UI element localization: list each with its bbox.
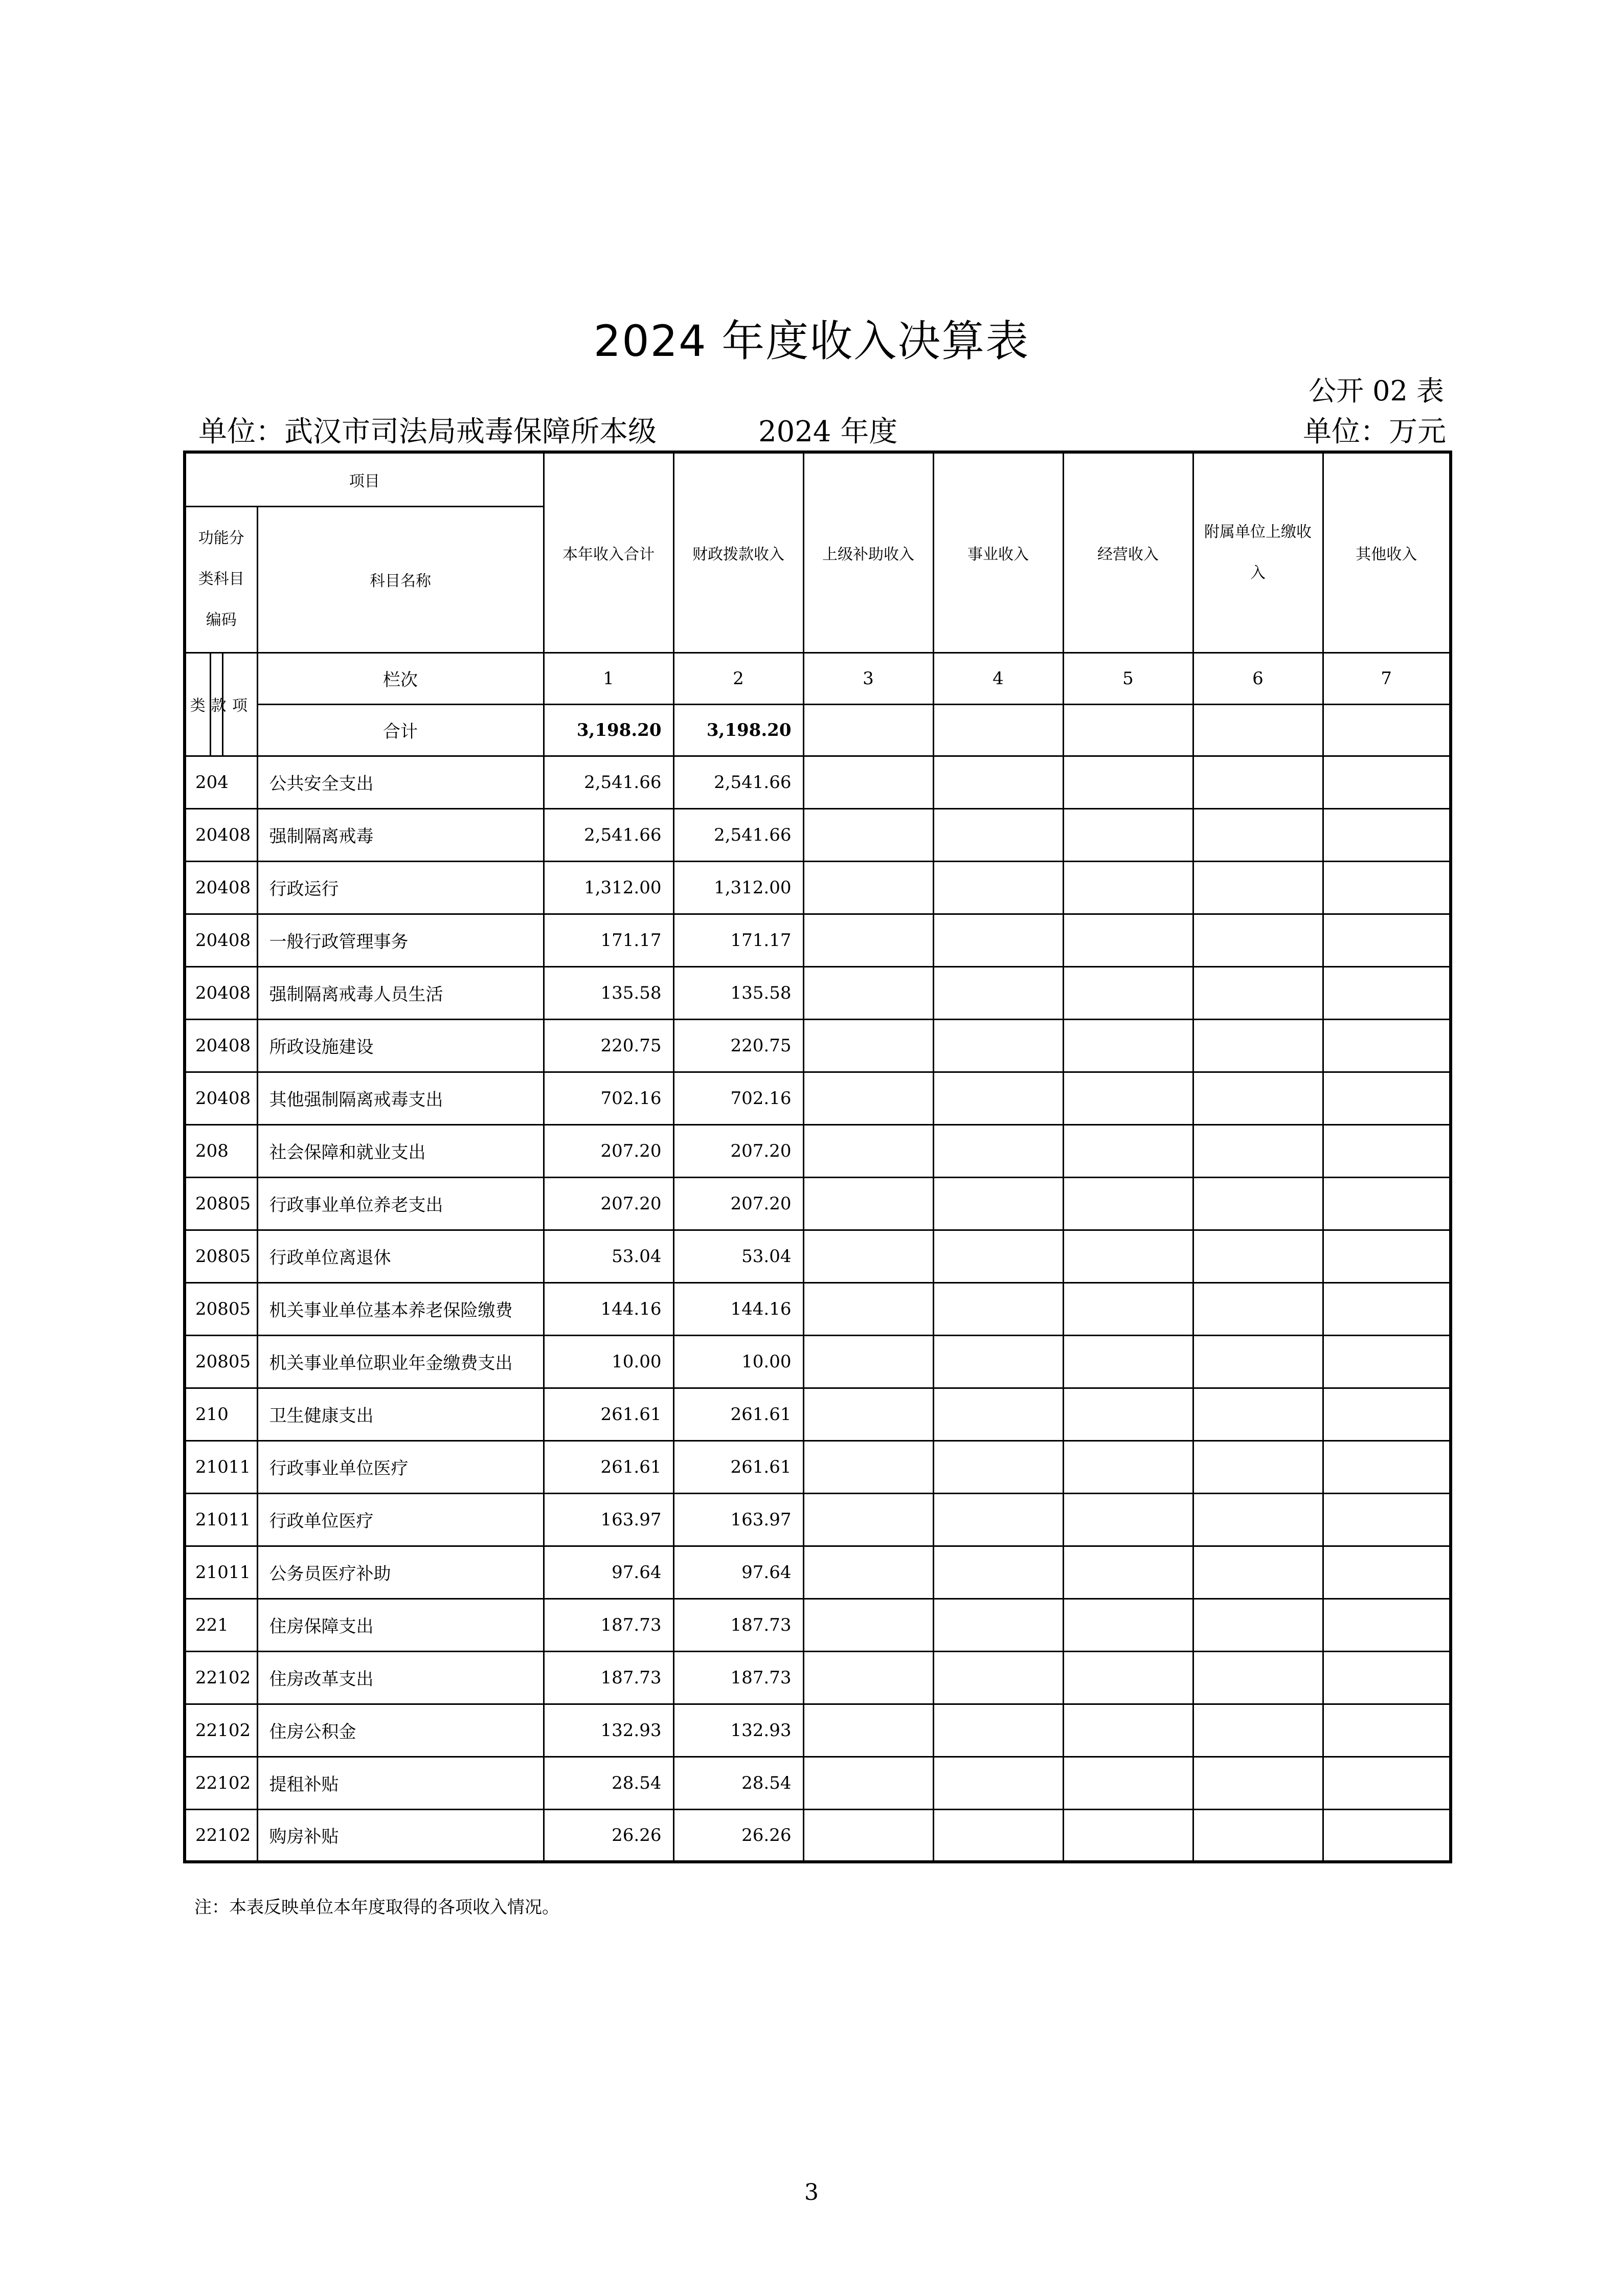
page-title: 2024 年度收入决算表 xyxy=(593,316,1030,366)
col-number-6: 6 xyxy=(1193,652,1323,704)
row-fiscal-appropriation: 702.16 xyxy=(673,1072,803,1124)
row-superior-subsidy xyxy=(803,966,933,1019)
header-col-6-line1: 附属单位上缴收 xyxy=(1204,523,1312,541)
row-code: 21011 xyxy=(185,1546,257,1599)
row-affiliate-income xyxy=(1193,1546,1323,1599)
row-fiscal-appropriation: 53.04 xyxy=(673,1230,803,1282)
table-row xyxy=(185,1177,1451,1230)
row-affiliate-income xyxy=(1193,1072,1323,1124)
header-col-2: 财政拨款收入 xyxy=(673,452,803,652)
row-affiliate-income xyxy=(1193,1282,1323,1335)
row-affiliate-income xyxy=(1193,861,1323,914)
row-fiscal-appropriation: 2,541.66 xyxy=(673,756,803,808)
row-subject-name: 行政单位医疗 xyxy=(257,1493,544,1546)
row-affiliate-income xyxy=(1193,966,1323,1019)
table-row xyxy=(185,1809,1451,1862)
row-superior-subsidy xyxy=(803,1599,933,1651)
row-superior-subsidy xyxy=(803,1757,933,1809)
table-row xyxy=(185,1704,1451,1757)
row-subject-name: 住房公积金 xyxy=(257,1704,544,1757)
row-other-income xyxy=(1323,1599,1451,1651)
row-operating-income xyxy=(1063,1388,1193,1440)
table-row xyxy=(185,1282,1451,1335)
table-row xyxy=(185,861,1451,914)
income-final-accounts-table xyxy=(183,451,1452,1863)
unit-line xyxy=(198,409,1446,448)
row-affiliate-income xyxy=(1193,1599,1323,1651)
header-code-column xyxy=(185,506,257,652)
row-superior-subsidy xyxy=(803,1124,933,1177)
total-col-5 xyxy=(1063,704,1193,756)
row-other-income xyxy=(1323,1019,1451,1072)
row-code: 22102 xyxy=(185,1651,257,1704)
row-code: 210 xyxy=(185,1388,257,1440)
page-number: 3 xyxy=(804,2179,819,2205)
row-code: 22102 xyxy=(185,1757,257,1809)
row-other-income xyxy=(1323,808,1451,861)
row-fiscal-appropriation: 261.61 xyxy=(673,1440,803,1493)
code-label-line3: 编码 xyxy=(206,611,237,629)
row-superior-subsidy xyxy=(803,1546,933,1599)
row-other-income xyxy=(1323,861,1451,914)
row-operating-income xyxy=(1063,1440,1193,1493)
code-label-line1: 功能分 xyxy=(198,529,244,547)
row-business-income xyxy=(933,1124,1063,1177)
total-col-1: 3,198.20 xyxy=(544,704,673,756)
col-number-2: 2 xyxy=(673,652,803,704)
table-row xyxy=(185,914,1451,966)
row-code: 204 xyxy=(185,756,257,808)
row-operating-income xyxy=(1063,1335,1193,1388)
row-superior-subsidy xyxy=(803,1388,933,1440)
row-other-income xyxy=(1323,1072,1451,1124)
total-col-4 xyxy=(933,704,1063,756)
row-subject-name: 住房保障支出 xyxy=(257,1599,544,1651)
row-total-income: 144.16 xyxy=(544,1282,673,1335)
row-affiliate-income xyxy=(1193,1019,1323,1072)
row-other-income xyxy=(1323,1546,1451,1599)
row-code: 22102 xyxy=(185,1704,257,1757)
row-business-income xyxy=(933,1335,1063,1388)
row-other-income xyxy=(1323,1388,1451,1440)
table-row xyxy=(185,1440,1451,1493)
row-other-income xyxy=(1323,1757,1451,1809)
row-other-income xyxy=(1323,1493,1451,1546)
row-subject-name: 所政设施建设 xyxy=(257,1019,544,1072)
total-col-2: 3,198.20 xyxy=(673,704,803,756)
row-fiscal-appropriation: 135.58 xyxy=(673,966,803,1019)
row-code: 20805 xyxy=(185,1335,257,1388)
row-fiscal-appropriation: 26.26 xyxy=(673,1809,803,1862)
row-operating-income xyxy=(1063,1704,1193,1757)
row-subject-name: 公共安全支出 xyxy=(257,756,544,808)
row-total-income: 261.61 xyxy=(544,1388,673,1440)
row-total-income: 2,541.66 xyxy=(544,808,673,861)
row-subject-name: 机关事业单位基本养老保险缴费 xyxy=(257,1282,544,1335)
row-superior-subsidy xyxy=(803,1177,933,1230)
row-other-income xyxy=(1323,1124,1451,1177)
table-row xyxy=(185,756,1451,808)
row-affiliate-income xyxy=(1193,1704,1323,1757)
header-kuan: 款 xyxy=(210,652,222,756)
row-operating-income xyxy=(1063,914,1193,966)
row-business-income xyxy=(933,1757,1063,1809)
row-operating-income xyxy=(1063,1019,1193,1072)
table-row xyxy=(185,1757,1451,1809)
row-code: 208 xyxy=(185,1124,257,1177)
row-business-income xyxy=(933,966,1063,1019)
row-business-income xyxy=(933,1651,1063,1704)
row-other-income xyxy=(1323,966,1451,1019)
col-number-4: 4 xyxy=(933,652,1063,704)
row-business-income xyxy=(933,1230,1063,1282)
header-subject-name: 科目名称 xyxy=(257,506,544,652)
row-business-income xyxy=(933,1704,1063,1757)
row-other-income xyxy=(1323,914,1451,966)
row-superior-subsidy xyxy=(803,756,933,808)
row-affiliate-income xyxy=(1193,808,1323,861)
row-other-income xyxy=(1323,1809,1451,1862)
row-fiscal-appropriation: 2,541.66 xyxy=(673,808,803,861)
row-code: 20408 xyxy=(185,914,257,966)
row-fiscal-appropriation: 163.97 xyxy=(673,1493,803,1546)
row-other-income xyxy=(1323,1177,1451,1230)
header-col-6 xyxy=(1193,452,1323,652)
row-other-income xyxy=(1323,1230,1451,1282)
row-affiliate-income xyxy=(1193,1493,1323,1546)
row-superior-subsidy xyxy=(803,1230,933,1282)
total-col-3 xyxy=(803,704,933,756)
row-other-income xyxy=(1323,1282,1451,1335)
row-superior-subsidy xyxy=(803,1335,933,1388)
row-subject-name: 强制隔离戒毒 xyxy=(257,808,544,861)
total-label: 合计 xyxy=(257,704,544,756)
table-row xyxy=(185,1651,1451,1704)
unit-name: 单位：武汉市司法局戒毒保障所本级 xyxy=(198,415,657,448)
row-operating-income xyxy=(1063,756,1193,808)
row-business-income xyxy=(933,1388,1063,1440)
row-code: 20408 xyxy=(185,1072,257,1124)
row-subject-name: 行政运行 xyxy=(257,861,544,914)
currency-unit: 单位：万元 xyxy=(1303,415,1446,448)
row-fiscal-appropriation: 261.61 xyxy=(673,1388,803,1440)
row-fiscal-appropriation: 207.20 xyxy=(673,1177,803,1230)
code-label-line2: 类科目 xyxy=(198,570,244,588)
table-row xyxy=(185,1546,1451,1599)
row-operating-income xyxy=(1063,1757,1193,1809)
row-affiliate-income xyxy=(1193,914,1323,966)
row-total-income: 1,312.00 xyxy=(544,861,673,914)
row-superior-subsidy xyxy=(803,1019,933,1072)
row-affiliate-income xyxy=(1193,1177,1323,1230)
row-operating-income xyxy=(1063,1072,1193,1124)
row-total-income: 163.97 xyxy=(544,1493,673,1546)
row-operating-income xyxy=(1063,1282,1193,1335)
row-fiscal-appropriation: 97.64 xyxy=(673,1546,803,1599)
row-business-income xyxy=(933,914,1063,966)
row-other-income xyxy=(1323,1704,1451,1757)
row-business-income xyxy=(933,1493,1063,1546)
row-affiliate-income xyxy=(1193,1124,1323,1177)
row-affiliate-income xyxy=(1193,1230,1323,1282)
row-affiliate-income xyxy=(1193,1757,1323,1809)
col-number-7: 7 xyxy=(1323,652,1451,704)
table-row xyxy=(185,1335,1451,1388)
row-subject-name: 住房改革支出 xyxy=(257,1651,544,1704)
row-code: 20805 xyxy=(185,1177,257,1230)
row-superior-subsidy xyxy=(803,1651,933,1704)
row-total-income: 187.73 xyxy=(544,1599,673,1651)
row-total-income: 207.20 xyxy=(544,1177,673,1230)
row-total-income: 220.75 xyxy=(544,1019,673,1072)
row-total-income: 261.61 xyxy=(544,1440,673,1493)
table-row xyxy=(185,1072,1451,1124)
col-number-5: 5 xyxy=(1063,652,1193,704)
row-code: 21011 xyxy=(185,1493,257,1546)
row-operating-income xyxy=(1063,1177,1193,1230)
row-business-income xyxy=(933,1282,1063,1335)
row-total-income: 132.93 xyxy=(544,1704,673,1757)
row-subject-name: 强制隔离戒毒人员生活 xyxy=(257,966,544,1019)
header-col-3: 上级补助收入 xyxy=(803,452,933,652)
table-row xyxy=(185,1493,1451,1546)
table-body xyxy=(185,756,1451,1862)
row-total-income: 207.20 xyxy=(544,1124,673,1177)
row-fiscal-appropriation: 144.16 xyxy=(673,1282,803,1335)
header-xiang: 项 xyxy=(222,652,257,756)
row-subject-name: 社会保障和就业支出 xyxy=(257,1124,544,1177)
row-operating-income xyxy=(1063,1546,1193,1599)
row-code: 20408 xyxy=(185,1019,257,1072)
row-superior-subsidy xyxy=(803,1440,933,1493)
row-superior-subsidy xyxy=(803,1282,933,1335)
row-affiliate-income xyxy=(1193,1388,1323,1440)
header-col-6-line2: 入 xyxy=(1250,564,1266,582)
row-total-income: 28.54 xyxy=(544,1757,673,1809)
table-row xyxy=(185,1230,1451,1282)
total-col-7 xyxy=(1323,704,1451,756)
row-total-income: 702.16 xyxy=(544,1072,673,1124)
table-row xyxy=(185,966,1451,1019)
row-superior-subsidy xyxy=(803,1704,933,1757)
table-row xyxy=(185,808,1451,861)
row-other-income xyxy=(1323,1440,1451,1493)
row-total-income: 10.00 xyxy=(544,1335,673,1388)
row-code: 20408 xyxy=(185,966,257,1019)
row-operating-income xyxy=(1063,1599,1193,1651)
form-number: 公开 02 表 xyxy=(1308,375,1444,407)
row-business-income xyxy=(933,756,1063,808)
row-operating-income xyxy=(1063,861,1193,914)
table-row xyxy=(185,1124,1451,1177)
row-subject-name: 行政事业单位养老支出 xyxy=(257,1177,544,1230)
row-other-income xyxy=(1323,756,1451,808)
row-operating-income xyxy=(1063,1124,1193,1177)
row-fiscal-appropriation: 132.93 xyxy=(673,1704,803,1757)
row-other-income xyxy=(1323,1651,1451,1704)
row-total-income: 2,541.66 xyxy=(544,756,673,808)
row-total-income: 97.64 xyxy=(544,1546,673,1599)
row-subject-name: 提租补贴 xyxy=(257,1757,544,1809)
row-superior-subsidy xyxy=(803,861,933,914)
row-subject-name: 一般行政管理事务 xyxy=(257,914,544,966)
row-other-income xyxy=(1323,1335,1451,1388)
row-affiliate-income xyxy=(1193,1440,1323,1493)
row-operating-income xyxy=(1063,966,1193,1019)
row-code: 20408 xyxy=(185,808,257,861)
row-subject-name: 公务员医疗补助 xyxy=(257,1546,544,1599)
col-number-1: 1 xyxy=(544,652,673,704)
total-col-6 xyxy=(1193,704,1323,756)
row-superior-subsidy xyxy=(803,1072,933,1124)
row-operating-income xyxy=(1063,1230,1193,1282)
row-total-income: 171.17 xyxy=(544,914,673,966)
row-subject-name: 卫生健康支出 xyxy=(257,1388,544,1440)
header-lanci: 栏次 xyxy=(257,652,544,704)
row-total-income: 53.04 xyxy=(544,1230,673,1282)
row-code: 221 xyxy=(185,1599,257,1651)
header-col-5: 经营收入 xyxy=(1063,452,1193,652)
row-business-income xyxy=(933,1019,1063,1072)
row-subject-name: 购房补贴 xyxy=(257,1809,544,1862)
row-fiscal-appropriation: 207.20 xyxy=(673,1124,803,1177)
row-subject-name: 其他强制隔离戒毒支出 xyxy=(257,1072,544,1124)
row-business-income xyxy=(933,861,1063,914)
col-number-3: 3 xyxy=(803,652,933,704)
report-year: 2024 年度 xyxy=(758,415,898,448)
header-project: 项目 xyxy=(185,452,544,506)
row-business-income xyxy=(933,1809,1063,1862)
header-col-4: 事业收入 xyxy=(933,452,1063,652)
row-fiscal-appropriation: 171.17 xyxy=(673,914,803,966)
row-fiscal-appropriation: 10.00 xyxy=(673,1335,803,1388)
row-subject-name: 行政单位离退休 xyxy=(257,1230,544,1282)
row-business-income xyxy=(933,1072,1063,1124)
row-operating-income xyxy=(1063,1809,1193,1862)
row-total-income: 135.58 xyxy=(544,966,673,1019)
row-fiscal-appropriation: 1,312.00 xyxy=(673,861,803,914)
row-superior-subsidy xyxy=(803,1493,933,1546)
row-business-income xyxy=(933,808,1063,861)
row-code: 20408 xyxy=(185,861,257,914)
table-row xyxy=(185,1388,1451,1440)
header-col-7: 其他收入 xyxy=(1323,452,1451,652)
row-subject-name: 行政事业单位医疗 xyxy=(257,1440,544,1493)
table-row xyxy=(185,1019,1451,1072)
row-code: 20805 xyxy=(185,1230,257,1282)
row-code: 20805 xyxy=(185,1282,257,1335)
row-operating-income xyxy=(1063,1493,1193,1546)
header-lei: 类 xyxy=(185,652,210,756)
row-business-income xyxy=(933,1546,1063,1599)
table-row xyxy=(185,1599,1451,1651)
row-total-income: 26.26 xyxy=(544,1809,673,1862)
row-superior-subsidy xyxy=(803,1809,933,1862)
row-business-income xyxy=(933,1440,1063,1493)
row-code: 22102 xyxy=(185,1809,257,1862)
row-affiliate-income xyxy=(1193,756,1323,808)
header-col-1: 本年收入合计 xyxy=(544,452,673,652)
row-affiliate-income xyxy=(1193,1809,1323,1862)
row-operating-income xyxy=(1063,808,1193,861)
row-code: 21011 xyxy=(185,1440,257,1493)
row-fiscal-appropriation: 28.54 xyxy=(673,1757,803,1809)
row-affiliate-income xyxy=(1193,1335,1323,1388)
row-superior-subsidy xyxy=(803,914,933,966)
row-affiliate-income xyxy=(1193,1651,1323,1704)
row-fiscal-appropriation: 187.73 xyxy=(673,1599,803,1651)
table-note: 注：本表反映单位本年度取得的各项收入情况。 xyxy=(194,1897,559,1918)
row-superior-subsidy xyxy=(803,808,933,861)
row-subject-name: 机关事业单位职业年金缴费支出 xyxy=(257,1335,544,1388)
row-business-income xyxy=(933,1177,1063,1230)
row-operating-income xyxy=(1063,1651,1193,1704)
row-fiscal-appropriation: 187.73 xyxy=(673,1651,803,1704)
row-fiscal-appropriation: 220.75 xyxy=(673,1019,803,1072)
row-total-income: 187.73 xyxy=(544,1651,673,1704)
row-business-income xyxy=(933,1599,1063,1651)
